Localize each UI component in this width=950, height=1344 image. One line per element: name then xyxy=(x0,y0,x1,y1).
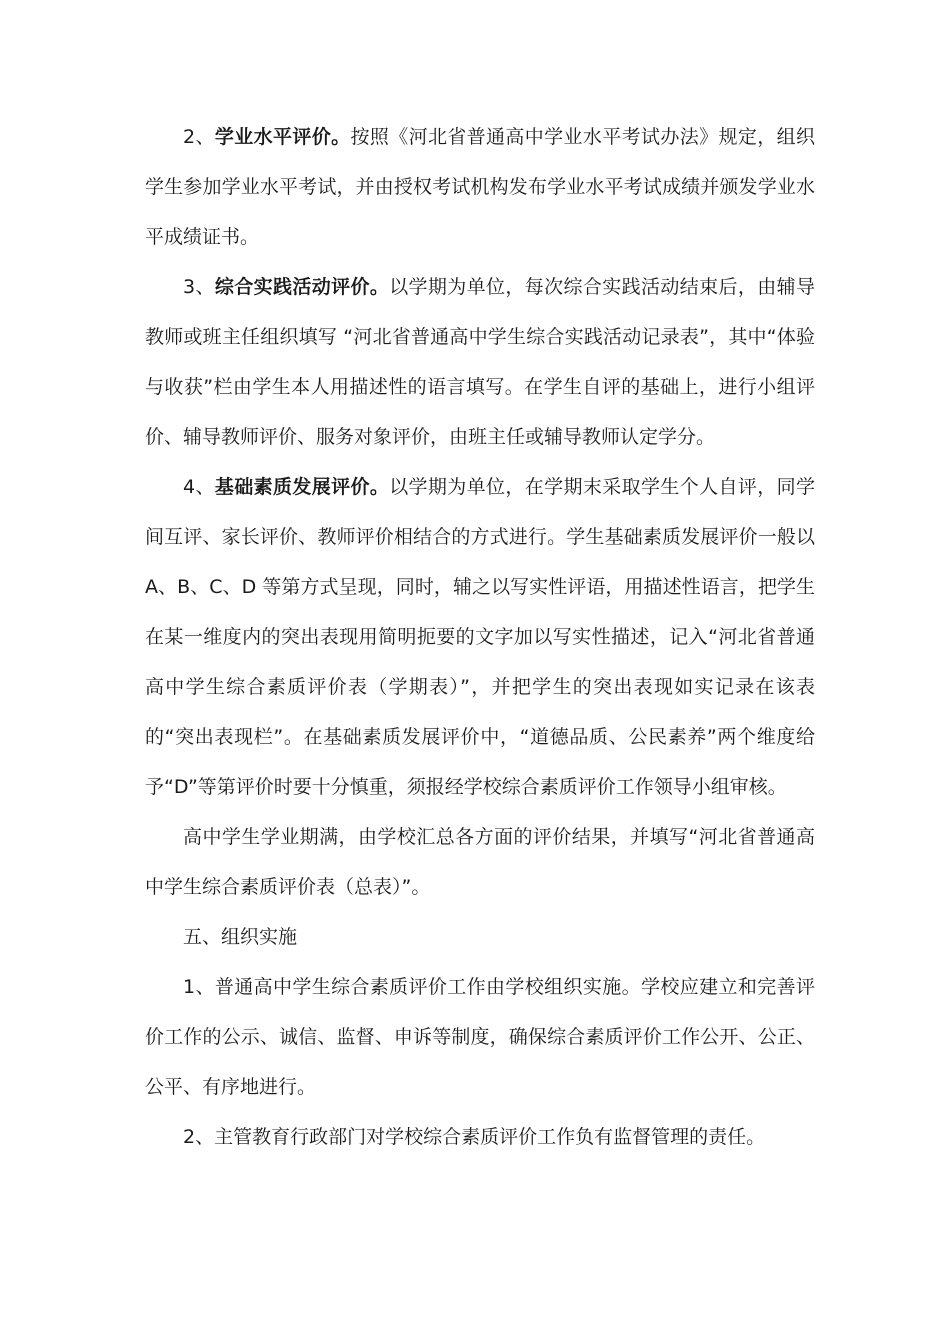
paragraph-supervision xyxy=(145,1112,815,1162)
section-heading-organization xyxy=(145,912,815,962)
paragraph-graduation-summary xyxy=(145,812,815,912)
paragraph-school-implementation xyxy=(145,962,815,1112)
paragraph-heading: 综合实践活动评价。 xyxy=(214,276,390,298)
paragraph-text: 高中学生学业期满，由学校汇总各方面的评价结果，并填写“河北省普通高中学生综合素质评价表（总表）”。 xyxy=(145,826,815,898)
paragraph-academic-level-evaluation xyxy=(145,112,815,262)
document-body xyxy=(145,112,815,1162)
paragraph-text: 以学期为单位，每次综合实践活动结束后，由辅导教师或班主任组织填写 “河北省普通高中学生综合实践活动记录表”，其中“体验与收获”栏由学生本人用描述性的语言填写。在学生自评的基础上，进行小组评价、辅导教师评价、服务对象评价，由班主任或辅导教师认定学分。 xyxy=(145,276,815,448)
paragraph-text: 以学期为单位，在学期末采取学生个人自评，同学间互评、家长评价、教师评价相结合的方式进行。学生基础素质发展评价一般以A、B、C、D 等第方式呈现，同时，辅之以写实性评语，用描述性语言，把学生在某一维度内的突出表现用简明扼要的文字加以写实性描述，记入“河北省普通高中学生综合素质评价表（学期表）”，并把学生的突出表现如实记录在该表的“突出表现栏”。在基础素质发展评价中，“道德品质、公民素养”两个维度给予“D”等第评价时要十分慎重，须报经学校综合素质评价工作领导小组审核。 xyxy=(145,476,815,798)
paragraph-text: 按照《河北省普通高中学业水平考试办法》规定，组织学生参加学业水平考试，并由授权考试机构发布学业水平考试成绩并颁发学业水平成绩证书。 xyxy=(145,126,815,248)
paragraph-heading: 学业水平评价。 xyxy=(214,126,351,148)
paragraph-number: 3、 xyxy=(183,276,215,298)
paragraph-number: 4、 xyxy=(183,476,215,498)
paragraph-practice-activity-evaluation xyxy=(145,262,815,462)
paragraph-heading: 基础素质发展评价。 xyxy=(214,476,390,498)
paragraph-number: 2、 xyxy=(183,126,215,148)
paragraph-text: 1、普通高中学生综合素质评价工作由学校组织实施。学校应建立和完善评价工作的公示、诚信、监督、申诉等制度，确保综合素质评价工作公开、公正、公平、有序地进行。 xyxy=(145,976,815,1098)
paragraph-text: 2、主管教育行政部门对学校综合素质评价工作负有监督管理的责任。 xyxy=(183,1126,766,1148)
section-heading-text: 五、组织实施 xyxy=(183,926,298,948)
paragraph-basic-quality-evaluation xyxy=(145,462,815,812)
